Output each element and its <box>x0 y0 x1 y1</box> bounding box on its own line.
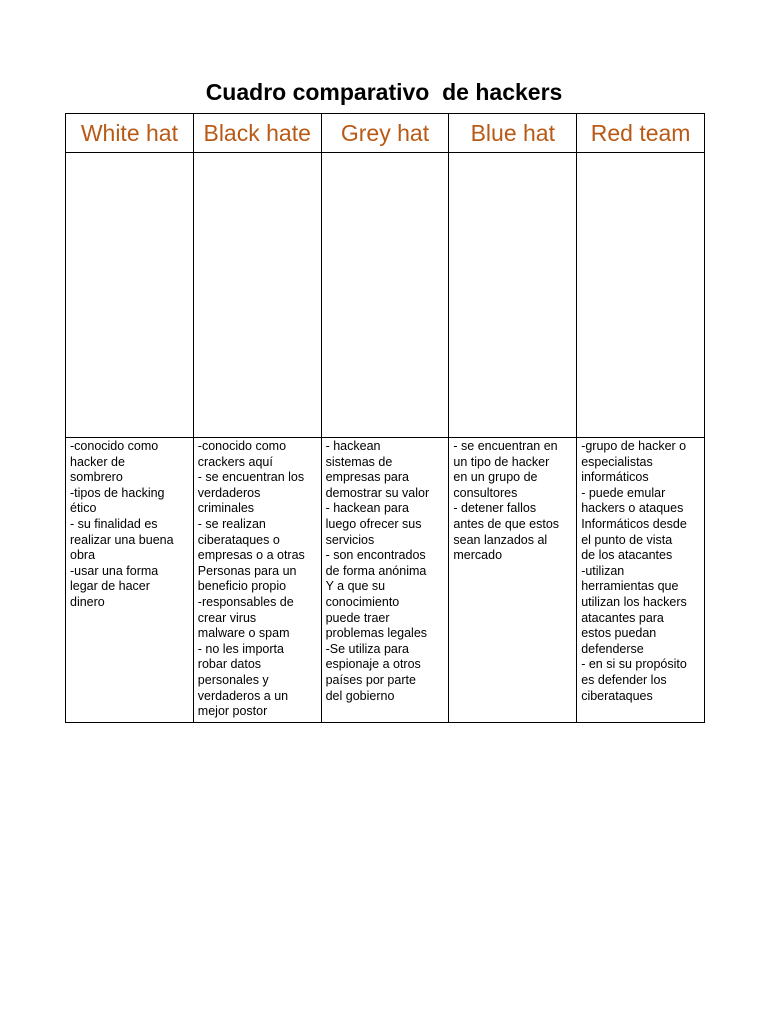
cell-text-line: estos puedan <box>581 626 657 641</box>
cell-text-line: realizar una buena <box>70 532 174 547</box>
cell-text-line: personales y <box>197 672 269 687</box>
spacer-row <box>66 153 705 438</box>
cell-text-line: -tipos de hacking <box>70 485 165 500</box>
cell-text-line: antes de que estos <box>453 516 560 531</box>
cell-text-line: - en si su propósito <box>581 657 687 672</box>
cell-text-line: de los atacantes <box>581 548 673 563</box>
column-header-white-hat: White hat <box>66 114 194 153</box>
cell-text-line: mejor postor <box>197 704 268 719</box>
cell-white-hat <box>66 438 194 723</box>
cell-text-line: -conocido como <box>197 439 287 453</box>
cell-text-line: malware o spam <box>197 626 290 641</box>
cell-text-line: - se encuentran los <box>197 470 305 485</box>
cell-text-line: crackers aquí <box>197 454 273 469</box>
cell-text-line: - su finalidad es <box>70 516 158 531</box>
cell-text-line: verdaderos <box>197 485 261 500</box>
column-header-grey-hat: Grey hat <box>321 114 449 153</box>
cell-text-line: -usar una forma <box>70 563 159 578</box>
cell-text-line: especialistas <box>581 454 653 469</box>
column-header-red-team: Red team <box>577 114 705 153</box>
cell-text-line: países por parte <box>325 672 416 687</box>
cell-text-line: informáticos <box>581 470 649 485</box>
cell-text-line: utilizan los hackers <box>581 594 687 609</box>
cell-text-line: - puede emular <box>581 485 666 500</box>
cell-text-line: hacker de <box>70 454 125 469</box>
cell-text-line: sistemas de <box>325 454 393 469</box>
cell-text-line: verdaderos a un <box>197 688 289 703</box>
cell-text-line: mercado <box>453 548 503 563</box>
cell-text-line: en un grupo de <box>453 470 538 485</box>
cell-text-line: es defender los <box>581 672 667 687</box>
cell-text-line: problemas legales <box>325 626 428 641</box>
cell-text-line: - detener fallos <box>453 501 537 516</box>
cell-text-line: empresas para <box>325 470 409 485</box>
cell-text-line: sean lanzados al <box>453 532 548 547</box>
cell-text-line: - no les importa <box>197 641 284 656</box>
cell-blue-hat <box>449 438 577 723</box>
cell-text-line: -responsables de <box>197 594 294 609</box>
cell-text-line: -utilizan <box>581 563 625 578</box>
cell-text-line: defenderse <box>581 641 644 656</box>
cell-text-line: el punto de vista <box>581 532 673 547</box>
cell-text-line: conocimiento <box>325 594 400 609</box>
cell-text-line: atacantes para <box>581 610 664 625</box>
header-row <box>66 114 705 153</box>
cell-text-line: obra <box>70 548 96 563</box>
cell-text-line: un tipo de hacker <box>453 454 550 469</box>
cell-text-line: - hackean <box>325 439 381 453</box>
cell-text-line: de forma anónima <box>325 563 427 578</box>
cell-text-line: servicios <box>325 532 375 547</box>
cell-grey-hat <box>321 438 449 723</box>
cell-text-line: hackers o ataques <box>581 501 684 516</box>
cell-red-team <box>577 438 705 723</box>
cell-text-line: criminales <box>197 501 255 516</box>
cell-text-line: crear virus <box>197 610 257 625</box>
cell-text-line: - hackean para <box>325 501 409 516</box>
cell-text-line: - se encuentran en <box>453 439 558 453</box>
cell-text-line: beneficio propio <box>197 579 287 594</box>
cell-text-line: Personas para un <box>197 563 297 578</box>
comparison-table <box>65 113 705 723</box>
column-header-blue-hat: Blue hat <box>449 114 577 153</box>
cell-text-line: Y a que su <box>325 579 386 594</box>
cell-text-line: -grupo de hacker o <box>581 439 687 453</box>
cell-text-line: dinero <box>70 594 105 609</box>
cell-text-line: del gobierno <box>325 688 395 703</box>
cell-text-line: sombrero <box>70 470 123 485</box>
cell-text-line: -Se utiliza para <box>325 641 409 656</box>
cell-text-line: - se realizan <box>197 516 266 531</box>
cell-text-line: ciberataques <box>581 688 653 703</box>
cell-text-line: -conocido como <box>70 439 159 453</box>
cell-text-line: ciberataques o <box>197 532 280 547</box>
cell-text-line: luego ofrecer sus <box>325 516 422 531</box>
document-title: Cuadro comparativo de hackers <box>205 79 563 105</box>
cell-text-line: Informáticos desde <box>581 516 687 531</box>
cell-text-line: demostrar su valor <box>325 485 430 500</box>
cell-text-line: empresas o a otras <box>197 548 305 563</box>
cell-text-line: herramientas que <box>581 579 679 594</box>
cell-text-line: consultores <box>453 485 518 500</box>
cell-text-line: - son encontrados <box>325 548 426 563</box>
cell-text-line: legar de hacer <box>70 579 150 594</box>
cell-text-line: robar datos <box>197 657 262 672</box>
cell-text-line: puede traer <box>325 610 390 625</box>
column-header-black-hate: Black hate <box>193 114 321 153</box>
cell-text-line: ético <box>70 501 97 516</box>
cell-black-hate <box>193 438 321 723</box>
content-row <box>66 438 705 723</box>
cell-text-line: espionaje a otros <box>325 657 421 672</box>
